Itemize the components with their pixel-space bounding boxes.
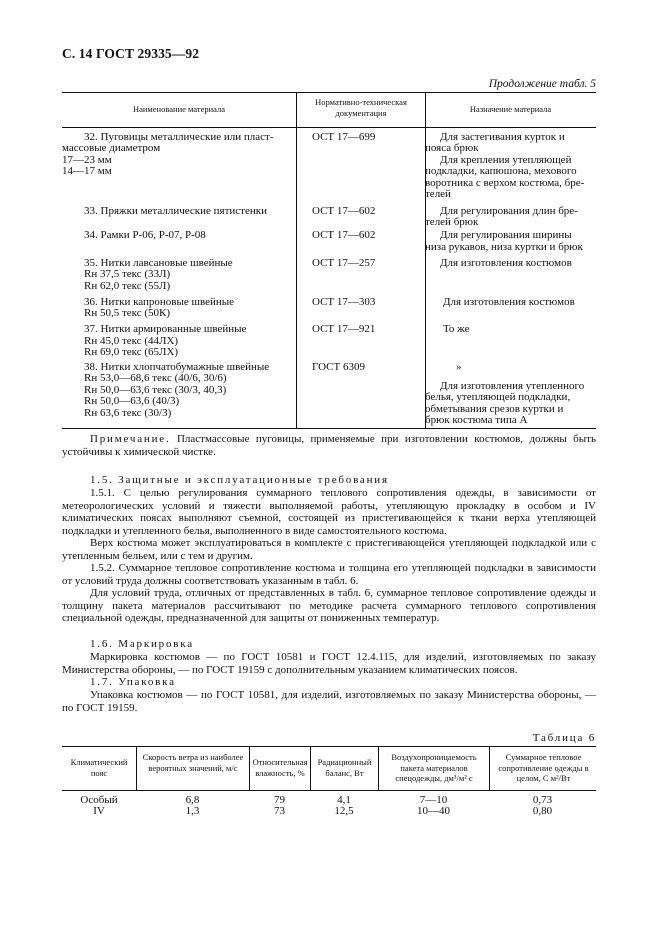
row32-purpose-3: Для крепления утепляющей [440,154,572,166]
t6-row2-thermal: 0,80 [532,805,553,817]
row34-purpose-1: Для регулирования ширины [440,229,572,241]
row36-doc: ОСТ 17—303 [312,296,376,308]
table5-header-rule [62,127,596,128]
row35-doc: ОСТ 17—257 [312,257,376,269]
t6-row2-wind: 1,3 [185,805,200,817]
note-text: Пластмассовые пуговицы, применяемые при изготовлении костюмов, должны быть устойчивы к химической чистке. [62,433,596,458]
row33-purpose-2: телей брюк [425,216,479,228]
table6-col-divider-1 [136,746,137,790]
row34-name: 34. Рамки Р-06, Р-07, Р-08 [84,229,206,241]
row35-name-2: Rн 37,5 текс (33Л) [84,268,171,280]
section-1-7-paragraph: Упаковка костюмов — по ГОСТ 10581, для изделий, изготовляемых по заказу Министерства обороны, — по ГОСТ 19159. [62,689,596,714]
section-1-5-2-paragraph-2: Для условий труда, отличных от представленных в табл. 6, суммарное тепловое сопротивление одежды и толщину пакета материалов рассчитывают по методике расчета суммарного теплового сопротивления специальной одежды, предназначенной для защиты от пониженных температур. [62,587,596,624]
t6-row1-humidity: 79 [274,794,285,806]
table6-header-wind: Скорость ветра из наиболее вероятных значений, м/с [142,752,244,773]
note-label: Примечание. [90,433,171,445]
row36-name: 36. Нитки капроновые швейные [84,296,235,308]
row32-purpose-6: телей [425,188,451,200]
row38-name-4: Rн 50,0—63,6 (40/3) [84,395,180,407]
row32-doc: ОСТ 17—699 [312,131,376,143]
row33-doc: ОСТ 17—602 [312,205,376,217]
row37-name: 37. Нитки армированные швейные [84,323,247,335]
table5-header-doc: Нормативно-техническая документация [315,97,407,118]
row38-purpose-2: Для изготовления утепленного [440,380,585,392]
row38-purpose-ditto: » [456,361,462,373]
table5-header-name: Наименование материала [132,104,226,114]
row38-name-3: Rн 50,0—63,6 текс (30/3, 40,3) [84,384,227,396]
row38-name: 38. Нитки хлопчатобумажные швейные [84,361,270,373]
row38-purpose-4: обметывания срезов куртки и [425,403,564,415]
row32-purpose-4: подкладки, капюшона, мехового [425,165,577,177]
section-1-5-heading: 1.5. Защитные и эксплуатационные требования [90,474,389,486]
table-continuation-label: Продолжение табл. 5 [488,78,596,90]
row32-purpose-1: Для застегивания курток и [440,131,565,143]
row33-purpose-1: Для регулирования длин бре- [440,205,578,217]
section-1-6-heading: 1.6. Маркировка [90,638,194,650]
table5-col-divider-1 [296,92,297,428]
t6-row2-zone: IV [93,805,105,817]
row32-name-1: 32. Пуговицы металлические или пласт- [84,131,274,143]
table6-col-divider-5 [489,746,490,790]
section-1-7-heading: 1.7. Упаковка [90,676,176,688]
table6-title: Таблица 6 [532,732,596,744]
t6-row2-humidity: 73 [274,805,285,817]
row37-purpose: То же [443,323,470,335]
table6-header-humidity: Относительная влажность, % [252,757,308,778]
row32-name-3: 17—23 мм [62,154,112,166]
section-1-5-1-paragraph-2: Верх костюма может эксплуатироваться в комплекте с пристегивающейся утепляющей подкладкой или с утепленным бельем, или с тем и другим. [62,537,596,562]
section-1-5-2-paragraph: 1.5.2. Суммарное тепловое сопротивление костюма и толщина его утепляющей подкладки в зависимости от условий труда должны соответствовать указанным в табл. 6. [62,562,596,587]
table6-header-thermal: Суммарное тепловое сопротивление одежды в целом, С м²/Вт [498,752,589,783]
row38-name-2: Rн 53,0—68,6 текс (40/6, 30/6) [84,372,227,384]
row35-purpose: Для изготовления костюмов [440,257,572,269]
row38-name-5: Rн 63,6 текс (30/3) [84,407,172,419]
row38-purpose-3: белья, утепляющей подкладки, [425,391,571,403]
t6-row1-thermal: 0,73 [532,794,553,806]
row34-purpose-2: низа рукавов, низа куртки и брюк [425,241,583,253]
t6-row1-radiation: 4,1 [337,794,351,806]
row35-name: 35. Нитки лавсановые швейные [84,257,233,269]
t6-row1-zone: Особый [80,794,118,806]
section-1-5-1-paragraph: 1.5.1. С целью регулирования суммарного теплового сопротивления одежды, в зависимости от метеорологических условий и тяжести выполняемой работы, утепляющую прокладку в особом и IV климатических поясах выполняют съемной, состоящей из пристегивающейся к ткани верха утепляющей подкладки и утепленного белья, выполненного в виде самостоятельного костюма. [62,487,596,537]
row32-purpose-2: пояса брюк [425,142,479,154]
t6-row1-wind: 6,8 [185,794,200,806]
table6-col-divider-4 [378,746,379,790]
row37-name-3: Rн 69,0 текс (65ЛХ) [84,346,179,358]
table6-header-radiation: Радиационный баланс, Вт [317,757,372,778]
table5-note [62,433,596,459]
row36-purpose: Для изготовления костюмов [443,296,575,308]
row37-name-2: Rн 45,0 текс (44ЛХ) [84,335,179,347]
table6-header-rule [62,790,596,791]
t6-row2-air: 10—40 [417,805,450,817]
row38-doc: ГОСТ 6309 [312,361,365,373]
row33-name: 33. Пряжки металлические пятистенки [84,205,267,217]
row35-name-3: Rн 62,0 текс (55Л) [84,280,171,292]
row32-name-4: 14—17 мм [62,165,112,177]
t6-row1-air: 7—10 [419,794,448,806]
section-1-6-paragraph: Маркировка костюмов — по ГОСТ 10581 и ГОСТ 12.4.115, для изделий, изготовляемых по заказу Министерства обороны, — по ГОСТ 19159 с дополнительным указанием климатических поясов. [62,651,596,676]
row38-purpose-5: брюк костюма типа А [425,414,528,426]
row32-purpose-5: воротника с верхом костюма, бре- [425,177,585,189]
table6-header-air: Воздухопроницаемость пакета материалов спецодежды, дм³/м² с [391,752,477,783]
t6-row2-radiation: 12,5 [334,805,354,817]
table5-bottom-rule [62,428,596,429]
table5-header-purpose: Назначение материала [469,104,552,114]
row34-doc: ОСТ 17—602 [312,229,376,241]
table6-header-zone: Климатический пояс [70,757,128,778]
table5-top-rule [62,92,596,93]
row36-name-2: Rн 50,5 текс (50К) [84,307,171,319]
table6-top-rule [62,746,596,747]
row37-doc: ОСТ 17—921 [312,323,376,335]
page-header: С. 14 ГОСТ 29335—92 [62,46,200,61]
row32-name-2: массовые диаметром [62,142,161,154]
